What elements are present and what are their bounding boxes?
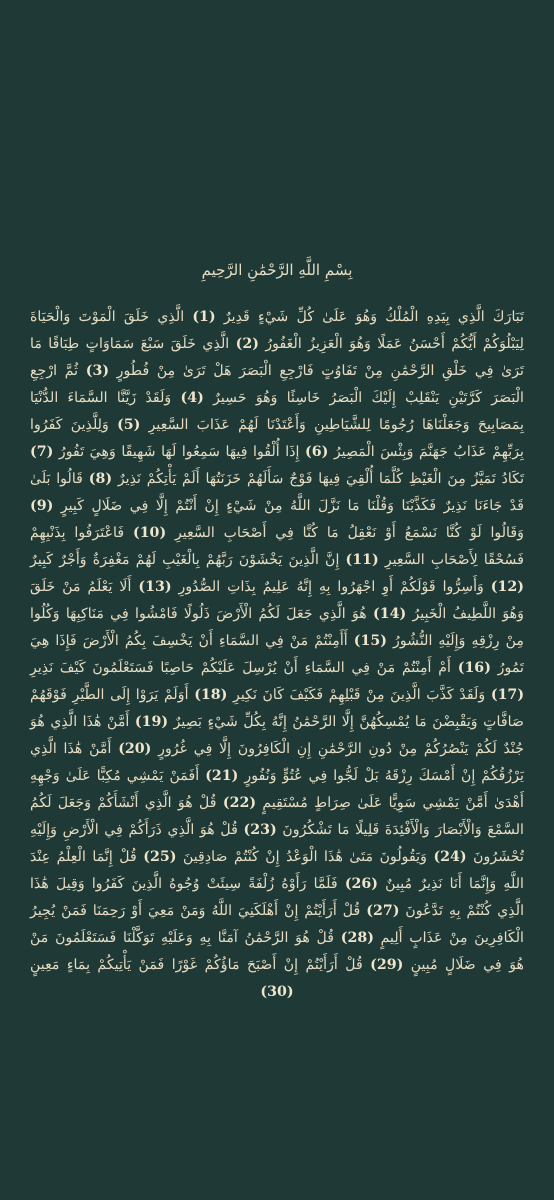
verse-text: قُلْ أَرَأَيْتُمْ إِنْ أَهْلَكَنِيَ اللَّهُ وَمَنْ مَعِيَ أَوْ رَحِمَنَا فَمَنْ يُجِيرُ الْكَافِرِينَ مِنْ عَذَابٍ أَلِيمٍ (30, 903, 524, 946)
verse-number: (4) (180, 390, 204, 406)
verse-number: (30) (260, 984, 294, 1000)
verse-text: أَمْ أَمِنْتُمْ مَنْ فِي السَّمَاءِ أَنْ يُرْسِلَ عَلَيْكُمْ حَاصِبًا فَسَتَعْلَمُونَ كَيْفَ نَذِيرِ (30, 660, 451, 676)
verse-text: تَكَادُ تَمَيَّزُ مِنَ الْغَيْظِ كُلَّمَا أُلْقِيَ فِيهَا فَوْجٌ سَأَلَهُمْ خَزَنَتُهَا أَلَمْ يَأْتِكُمْ نَذِيرٌ (117, 471, 525, 487)
verse-text: هُوَ الَّذِي جَعَلَ لَكُمُ الْأَرْضَ ذَلُولًا فَامْشُوا فِي مَنَاكِبِهَا وَكُلُوا مِنْ رِزْقِهِ وَإِلَيْهِ النُّشُورُ (30, 606, 524, 649)
verse-number: (14) (373, 606, 407, 622)
verse-number: (12) (490, 579, 524, 595)
verse-number: (16) (457, 660, 491, 676)
verse-text: وَلَقَدْ زَيَّنَّا السَّمَاءَ الدُّنْيَا بِمَصَابِيحَ وَجَعَلْنَاهَا رُجُومًا لِلشَّيَاطِينِ وَأَعْتَدْنَا لَهُمْ عَذَابَ السَّعِيرِ (30, 390, 524, 433)
verse-number: (21) (205, 768, 239, 784)
verse-text: ثُمَّ ارْجِعِ الْبَصَرَ كَرَّتَيْنِ يَنْقَلِبْ إِلَيْكَ الْبَصَرُ خَاسِئًا وَهُوَ حَسِيرٌ (30, 363, 524, 406)
verse-number: (27) (366, 903, 400, 919)
verse-number: (1) (192, 309, 216, 325)
verse-text: وَلَقَدْ كَذَّبَ الَّذِينَ مِنْ قَبْلِهِمْ فَكَيْفَ كَانَ نَكِيرِ (233, 687, 486, 703)
verse-text: أَوَلَمْ يَرَوْا إِلَى الطَّيْرِ فَوْقَهُمْ صَافَّاتٍ وَيَقْبِضْنَ مَا يُمْسِكُهُنَّ إِلَّا الرَّحْمَٰنُ إِنَّهُ بِكُلِّ شَيْءٍ بَصِيرٌ (30, 687, 524, 730)
verse-text: إِذَا أُلْقُوا فِيهَا سَمِعُوا لَهَا شَهِيقًا وَهِيَ تَفُورُ (58, 444, 300, 460)
verse-text: الَّذِي خَلَقَ سَبْعَ سَمَاوَاتٍ طِبَاقًا مَا تَرَىٰ فِي خَلْقِ الرَّحْمَٰنِ مِنْ تَفَاوُتٍ فَارْجِعِ الْبَصَرَ هَلْ تَرَىٰ مِنْ فُطُورٍ (30, 336, 525, 379)
verse-text: قُلْ هُوَ الَّذِي ذَرَأَكُمْ فِي الْأَرْضِ وَإِلَيْهِ تُحْشَرُونَ (30, 822, 524, 865)
verse-text: وَقَالُوا لَوْ كُنَّا نَسْمَعُ أَوْ نَعْقِلُ مَا كُنَّا فِي أَصْحَابِ السَّعِيرِ (174, 525, 525, 541)
verse-number: (7) (30, 444, 54, 460)
verse-number: (6) (305, 444, 329, 460)
verse-number: (8) (88, 471, 113, 487)
verse-text: تَبَارَكَ الَّذِي بِيَدِهِ الْمُلْكُ وَهُوَ عَلَىٰ كُلِّ شَيْءٍ قَدِيرٌ (223, 309, 524, 325)
verse-number: (11) (345, 552, 379, 568)
verse-number: (2) (235, 336, 259, 352)
verse-text: قُلْ أَرَأَيْتُمْ إِنْ أَصْبَحَ مَاؤُكُمْ غَوْرًا فَمَنْ يَأْتِيكُمْ بِمَاءٍ مَعِينٍ (30, 957, 363, 973)
verse-number: (10) (132, 525, 167, 541)
verse-text: فَاعْتَرَفُوا بِذَنْبِهِمْ فَسُحْقًا لِأَصْحَابِ السَّعِيرِ (30, 525, 524, 568)
verse-number: (25) (143, 849, 177, 865)
verse-text: أَمَّنْ هَٰذَا الَّذِي يَرْزُقُكُمْ إِنْ أَمْسَكَ رِزْقَهُ بَلْ لَجُّوا فِي عُتُوٍّ وَنُفُورٍ (30, 741, 524, 784)
basmala: بِسْمِ اللَّهِ الرَّحْمَٰنِ الرَّحِيمِ (201, 261, 353, 279)
verse-number: (9) (30, 498, 54, 514)
verse-number: (22) (222, 795, 257, 811)
verses-block (30, 304, 524, 1006)
verse-number: (19) (134, 714, 169, 730)
verse-number: (5) (117, 417, 141, 433)
verse-number: (17) (490, 687, 525, 703)
verse-text: إِنَّ الَّذِينَ يَخْشَوْنَ رَبَّهُمْ بِالْغَيْبِ لَهُمْ مَغْفِرَةٌ وَأَجْرٌ كَبِيرٌ (30, 552, 340, 568)
verse-text: أَلَا يَعْلَمُ مَنْ خَلَقَ وَهُوَ اللَّطِيفُ الْخَبِيرُ (30, 579, 525, 622)
verse-number: (13) (138, 579, 172, 595)
verse-number: (29) (370, 957, 404, 973)
verse-text: قُلْ هُوَ الَّذِي أَنْشَأَكُمْ وَجَعَلَ لَكُمُ السَّمْعَ وَالْأَبْصَارَ وَالْأَفْئِدَةَ قَلِيلًا مَا تَشْكُرُونَ (30, 795, 525, 838)
verse-text: قُلْ إِنَّمَا الْعِلْمُ عِنْدَ اللَّهِ وَإِنَّمَا أَنَا نَذِيرٌ مُبِينٌ (30, 849, 524, 892)
verse-number: (20) (118, 741, 152, 757)
verse-number: (15) (353, 633, 387, 649)
verse-number: (18) (194, 687, 228, 703)
verse-number: (23) (243, 822, 277, 838)
verse-text: فَلَمَّا رَأَوْهُ زُلْفَةً سِيئَتْ وُجُوهُ الَّذِينَ كَفَرُوا وَقِيلَ هَٰذَا الَّذِي كُنْتُمْ بِهِ تَدَّعُونَ (30, 876, 525, 919)
verse-text: وَيَقُولُونَ مَتَىٰ هَٰذَا الْوَعْدُ إِنْ كُنْتُمْ صَادِقِينَ (182, 849, 427, 865)
verse-text: قُلْ هُوَ الرَّحْمَٰنُ آمَنَّا بِهِ وَعَلَيْهِ تَوَكَّلْنَا فَسَتَعْلَمُونَ مَنْ هُوَ فِي ضَلَالٍ مُبِينٍ (30, 930, 525, 973)
verse-text: أَفَمَنْ يَمْشِي مُكِبًّا عَلَىٰ وَجْهِهِ أَهْدَىٰ أَمَّنْ يَمْشِي سَوِيًّا عَلَىٰ صِرَاطٍ مُسْتَقِيمٍ (30, 768, 525, 811)
verse-number: (26) (344, 876, 378, 892)
verse-text: قَالُوا بَلَىٰ قَدْ جَاءَنَا نَذِيرٌ فَكَذَّبْنَا وَقُلْنَا مَا نَزَّلَ اللَّهُ مِنْ شَيْءٍ إِنْ أَنْتُمْ إِلَّا فِي ضَلَالٍ كَبِيرٍ (30, 471, 525, 514)
verse-number: (28) (340, 930, 374, 946)
verse-number: (3) (85, 363, 110, 379)
verse-text: أَمَّنْ هَٰذَا الَّذِي هُوَ جُنْدٌ لَكُمْ يَنْصُرُكُمْ مِنْ دُونِ الرَّحْمَٰنِ إِنِ الْكَافِرُونَ إِلَّا فِي غُرُورٍ (30, 714, 524, 757)
verse-text: وَلِلَّذِينَ كَفَرُوا بِرَبِّهِمْ عَذَابُ جَهَنَّمَ وَبِئْسَ الْمَصِيرُ (30, 417, 524, 460)
verse-number: (24) (433, 849, 467, 865)
verse-text: أَأَمِنْتُمْ مَنْ فِي السَّمَاءِ أَنْ يَخْسِفَ بِكُمُ الْأَرْضَ فَإِذَا هِيَ تَمُورُ (30, 633, 524, 676)
verse-text: وَأَسِرُّوا قَوْلَكُمْ أَوِ اجْهَرُوا بِهِ إِنَّهُ عَلِيمٌ بِذَاتِ الصُّدُورِ (178, 579, 484, 595)
verse-text: الَّذِي خَلَقَ الْمَوْتَ وَالْحَيَاةَ لِيَبْلُوَكُمْ أَيُّكُمْ أَحْسَنُ عَمَلًا وَهُوَ الْعَزِيزُ الْغَفُورُ (30, 309, 525, 352)
